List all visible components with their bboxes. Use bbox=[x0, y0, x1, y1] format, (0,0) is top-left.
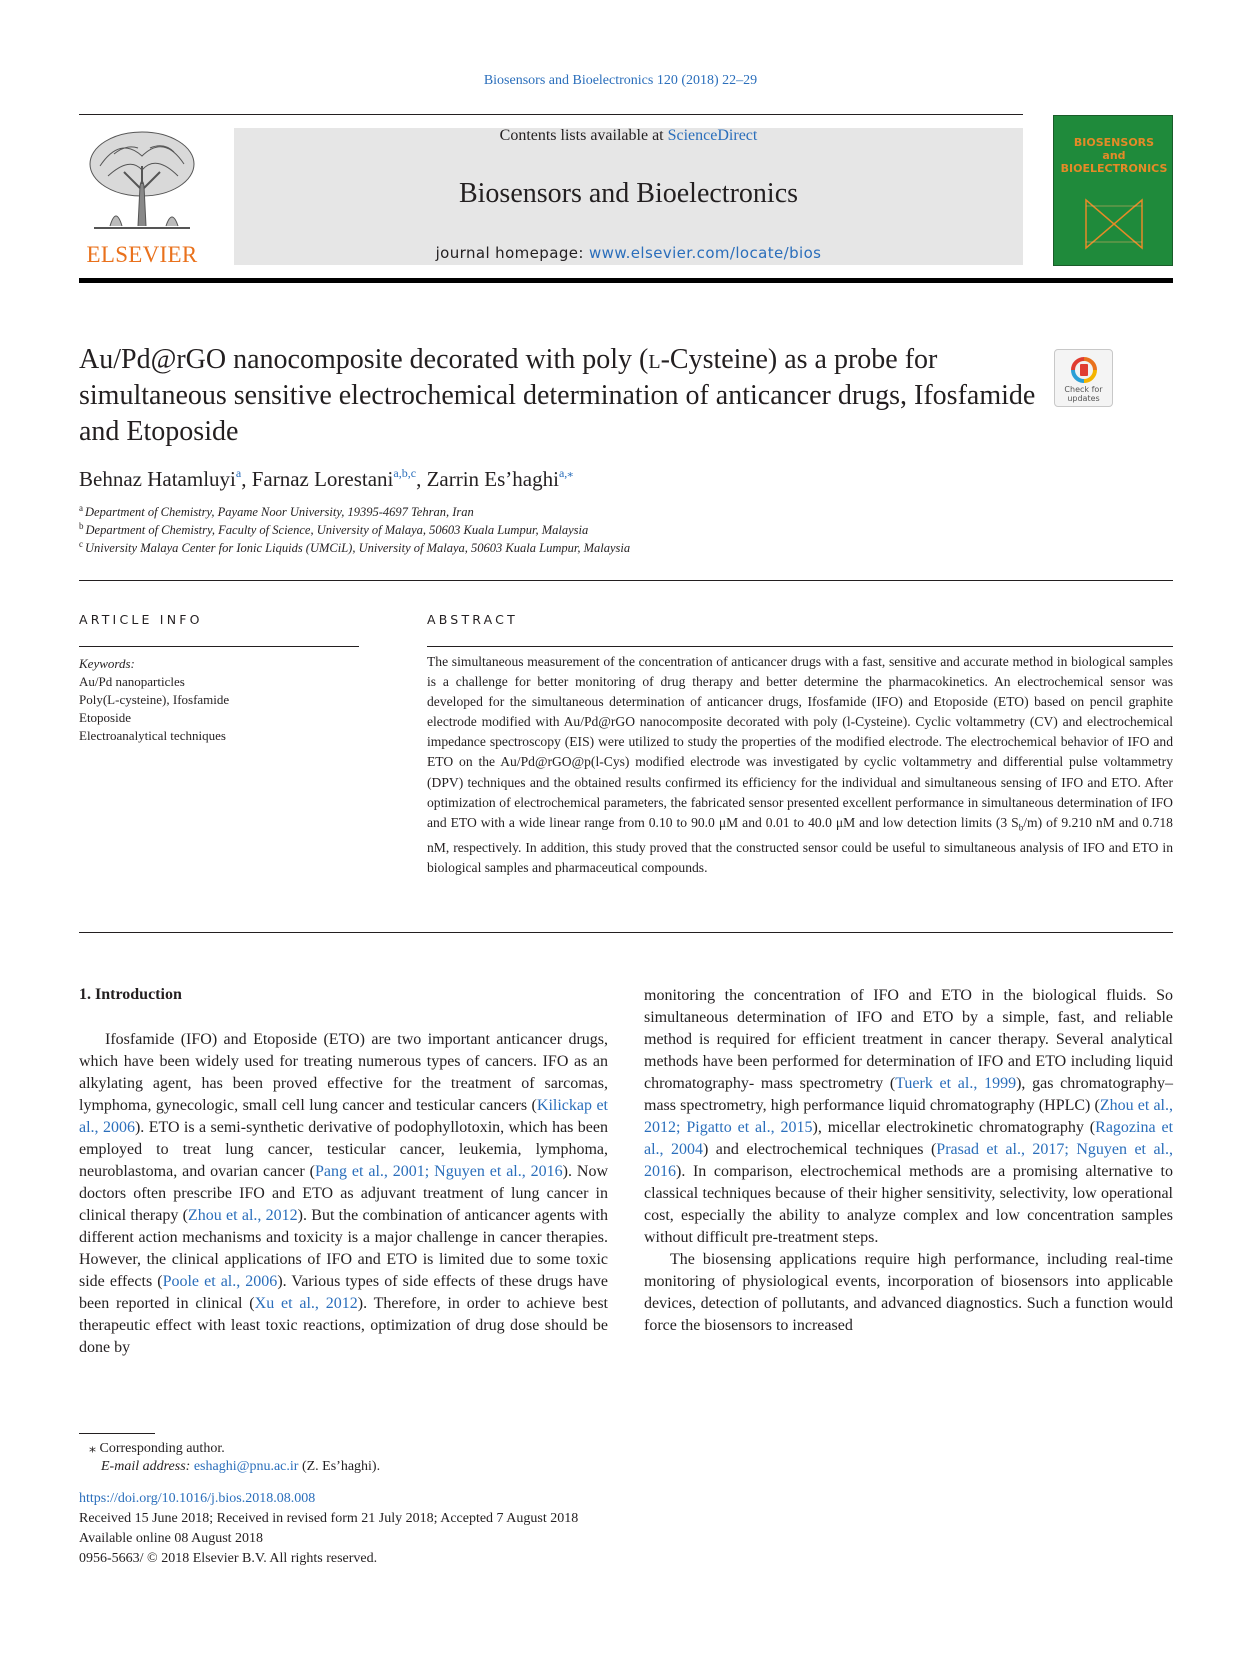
paragraph-text: ). ETO is a semi-synthetic derivative of podophyllotoxin, which has been employed to treat lung cancer, testicular cancer, leukemia, lymphoma, neuroblastoma, and ovarian cancer ( bbox=[79, 1119, 609, 1180]
abstract-text: The simultaneous measurement of the concentration of anticancer drugs with a fast, sensitive and accurate method in biological samples is a challenge for better monitoring of drug therapy and better determine the pharmacokinetics. An electrochemical sensor was developed for the simultaneous determination of anticancer drugs, Ifosfamide (IFO) and Etoposide (ETO) based on pencil graphite electrode modified with Au/Pd@rGO nanocomposite decorated with poly (l-Cysteine). Cyclic voltammetry (CV) and electrochemical impedance spectroscopy (EIS) were utilized to study the properties of the modified electrode. The electrochemical behavior of IFO and ETO on the Au/Pd@rGO@p(l-Cys) modified electrode was investigated by cyclic voltammetry and differential pulse voltammetry (DPV) techniques and the obtained results confirmed its efficiency for the individual and simultaneous sensing of IFO and ETO. After optimization of electrochemical parameters, the fabricated sensor presented excellent performance in simultaneous determination of IFO and ETO with a wide linear range from 0.10 to 90.0 μM and 0.01 to 40.0 μM and low detection limits (3 $S_b/m$) of 9.210 nM and 0.718 nM, respectively. In addition, this study proved that the constructed sensor could be useful to simultaneous analysis of IFO and ETO in biological samples and pharmaceutical compounds. bbox=[427, 654, 1173, 875]
keyword-item: Etoposide bbox=[79, 710, 131, 725]
paragraph-text: ). In comparison, electrochemical methods are a promising alternative to classical techniques because of their higher sensitivity, selectivity, low operational cost, especially the ability to analyze complex and low concentration samples without difficult pre-treatment steps. bbox=[644, 1163, 1173, 1246]
citation-link[interactable]: Prasad et al., 2017; Nguyen et al., 2016 bbox=[644, 1141, 1173, 1180]
citation-link[interactable]: Zhou et al., 2012 bbox=[187, 1207, 298, 1224]
citation-link[interactable]: Xu et al., 2012 bbox=[254, 1295, 358, 1312]
abstract-heading: ABSTRACT bbox=[427, 612, 518, 627]
paragraph-text: ). Therefore, in order to achieve best therapeutic effect with least toxic reactions, optimization of drug dose should be done by bbox=[79, 1295, 608, 1356]
author-list bbox=[79, 466, 1079, 492]
footnote-rule bbox=[79, 1433, 155, 1434]
citation-link[interactable]: Pang et al., 2001; Nguyen et al., 2016 bbox=[314, 1163, 563, 1180]
paragraph-text: monitoring the concentration of IFO and ETO in the biological fluids. So simultaneous determination of IFO and ETO by a simple, fast, and reliable method is required for efficient treatment in cancer therapy. Several analytical methods have been performed for determination of IFO and ETO including liquid chromatography- mass spectrometry ( bbox=[644, 987, 1173, 1092]
email-note bbox=[101, 1459, 380, 1475]
article-info-heading: ARTICLE INFO bbox=[79, 612, 203, 627]
affiliation-c: $^c$ University Malaya Center for Ionic Liquids (UMCiL), University of Malaya, 50603 Kuala Lumpur, Malaysia bbox=[79, 539, 631, 555]
affiliation-rule bbox=[79, 580, 1173, 581]
paragraph-text: ). Various types of side effects of these drugs have been reported in clinical ( bbox=[79, 1273, 608, 1312]
intro-paragraph-right-1 bbox=[644, 985, 1173, 1249]
corresponding-author-note: ⁎ Corresponding author. bbox=[89, 1441, 225, 1456]
keywords-label: Keywords: bbox=[79, 656, 135, 671]
citation-link[interactable]: Ragozina et al., 2004 bbox=[644, 1119, 1174, 1158]
contents-line bbox=[234, 127, 1023, 145]
keyword-item: Au/Pd nanoparticles bbox=[79, 674, 185, 689]
author-affiliation-marker[interactable]: a bbox=[235, 466, 242, 480]
intro-column-right bbox=[644, 985, 1173, 1337]
available-online-date: Available online 08 August 2018 bbox=[79, 1531, 264, 1546]
paragraph-text: ), gas chromatography–mass spectrometry, high performance liquid chromatography (HPLC) ( bbox=[644, 1075, 1174, 1114]
doi-link[interactable]: https://doi.org/10.1016/j.bios.2018.08.008 bbox=[79, 1491, 316, 1506]
section-heading-introduction: 1. Introduction bbox=[79, 986, 182, 1003]
masthead-rule bbox=[79, 278, 1173, 283]
author-email-link[interactable]: eshaghi@pnu.ac.ir bbox=[193, 1459, 299, 1474]
elsevier-wordmark: ELSEVIER bbox=[86, 242, 198, 267]
citation-link[interactable]: Kilickap et al., 2006 bbox=[79, 1097, 609, 1136]
article-info-rule bbox=[79, 646, 359, 647]
author-affiliation-marker[interactable]: a,b,c bbox=[393, 466, 417, 480]
email-suffix: (Z. Es’haghi). bbox=[298, 1459, 381, 1474]
received-dates: Received 15 June 2018; Received in revised form 21 July 2018; Accepted 7 August 2018 bbox=[79, 1511, 579, 1526]
abstract-end-rule bbox=[79, 932, 1173, 933]
paragraph-text: ), micellar electrokinetic chromatography ( bbox=[812, 1119, 1096, 1136]
email-label: E-mail address: bbox=[101, 1459, 194, 1474]
citation-link[interactable]: Zhou et al., 2012; Pigatto et al., 2015 bbox=[644, 1097, 1173, 1136]
abstract-rule bbox=[427, 646, 1173, 647]
paragraph-text: ). Now doctors often prescribe IFO and ETO as adjuvant treatment of lung cancer in clinical therapy ( bbox=[79, 1163, 609, 1224]
citation-link[interactable]: Poole et al., 2006 bbox=[162, 1273, 278, 1290]
journal-title: Biosensors and Bioelectronics bbox=[458, 178, 799, 209]
article-title: Au/Pd@rGO nanocomposite decorated with poly (l-Cysteine) as a probe for simultaneous sensitive electrochemical determination of anticancer drugs, Ifosfamide and Etoposide bbox=[79, 344, 1036, 447]
cover-art-icon bbox=[1082, 196, 1146, 252]
paragraph-text: ). But the combination of anticancer agents with different action mechanisms and toxicity is a major challenge in cancer therapies. However, the clinical applications of IFO and ETO is limited due to some toxic side effects ( bbox=[79, 1207, 608, 1290]
affiliation-b: $^b$ Department of Chemistry, Faculty of Science, University of Malaya, 50603 Kuala Lumpur, Malaysia bbox=[79, 521, 589, 537]
journal-cover-image[interactable] bbox=[1053, 115, 1173, 266]
sciencedirect-link[interactable]: ScienceDirect bbox=[667, 127, 758, 144]
check-for-updates-icon bbox=[1070, 356, 1098, 384]
keyword-item: Electroanalytical techniques bbox=[79, 728, 226, 743]
author-name[interactable]: Zarrin Es’haghi bbox=[426, 467, 559, 491]
cover-title: BIOSENSORS and BIOELECTRONICS bbox=[1060, 136, 1168, 175]
journal-citation-link[interactable]: Biosensors and Bioelectronics 120 (2018) 22–29 bbox=[483, 73, 758, 88]
author-name[interactable]: Behnaz Hatamluyi bbox=[79, 467, 236, 491]
affiliation-a: $^a$ Department of Chemistry, Payame Noor University, 19395-4697 Tehran, Iran bbox=[79, 503, 474, 519]
paragraph-text: Ifosfamide (IFO) and Etoposide (ETO) are two important anticancer drugs, which have been widely used for treating numerous types of cancers. IFO as an alkylating agent, has been proved effective for the treatment of sarcomas, lymphoma, gynecologic, small cell lung cancer and testicular cancers ( bbox=[79, 1031, 608, 1114]
copyright-notice: 0956-5663/ © 2018 Elsevier B.V. All rights reserved. bbox=[79, 1551, 378, 1566]
keyword-item: Poly(L-cysteine), Ifosfamide bbox=[79, 692, 230, 707]
contents-prefix: Contents lists available at bbox=[499, 127, 668, 144]
author-affiliation-marker[interactable]: a,⁎ bbox=[558, 466, 574, 480]
author-separator: , bbox=[241, 467, 252, 491]
check-for-updates-button[interactable] bbox=[1054, 349, 1113, 407]
homepage-prefix: journal homepage: bbox=[435, 244, 589, 262]
author-name[interactable]: Farnaz Lorestani bbox=[251, 467, 394, 491]
intro-paragraph-right-2: The biosensing applications require high performance, including real-time monitoring of physiological events, incorporation of biosensors into applicable devices, detection of pollutants, and advanced diagnostics. Such a function would force the biosensors to increased bbox=[644, 1251, 1173, 1334]
check-for-updates-label: Check for updates bbox=[1064, 385, 1103, 403]
citation-link[interactable]: Tuerk et al., 1999 bbox=[895, 1075, 1017, 1092]
keywords-block bbox=[79, 655, 359, 745]
author-separator: , bbox=[416, 467, 427, 491]
header-rule bbox=[79, 114, 1023, 115]
intro-paragraph-left bbox=[79, 1029, 608, 1359]
journal-homepage-link[interactable]: www.elsevier.com/locate/bios bbox=[589, 244, 822, 262]
homepage-line bbox=[234, 244, 1023, 262]
paragraph-text: ) and electrochemical techniques ( bbox=[703, 1141, 937, 1158]
